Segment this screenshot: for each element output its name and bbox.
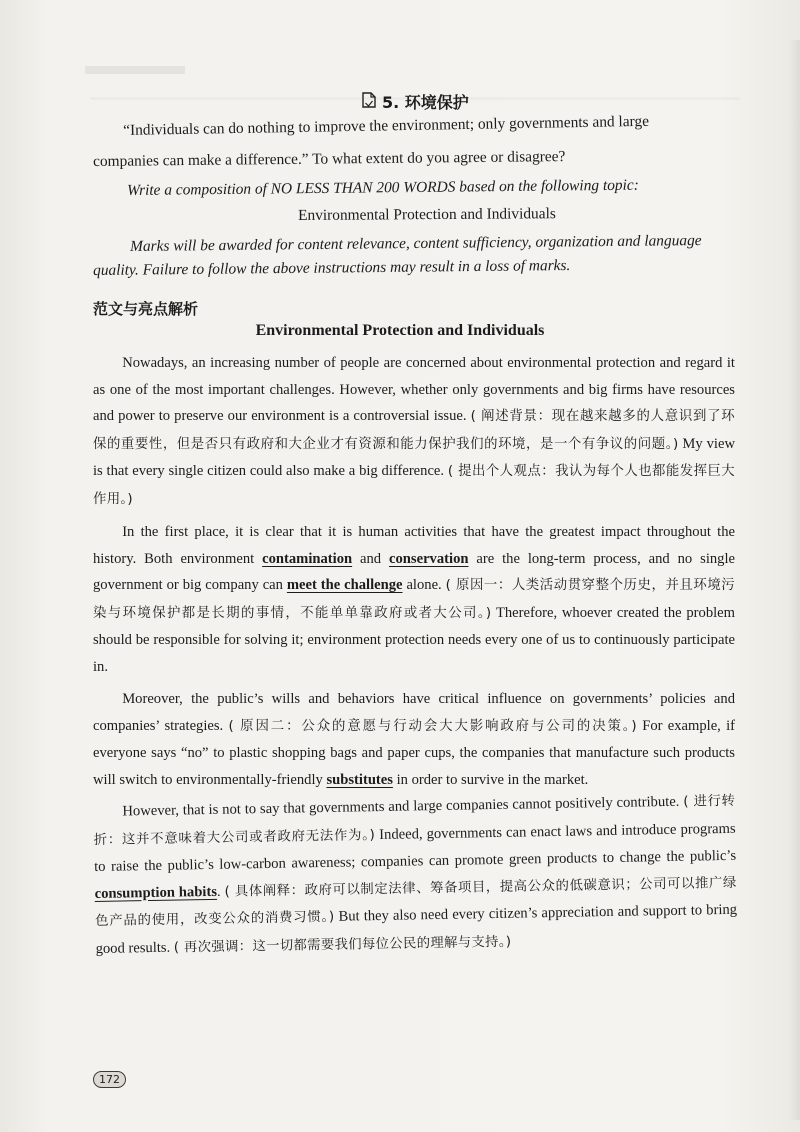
essay-text: My view is that every single citizen could also make a big difference. [93, 435, 735, 479]
section-title-text: 5. 环境保护 [382, 93, 469, 112]
bleed-through-mark [85, 66, 185, 74]
essay-text: Therefore, whoever created the problem should be responsible for solving it; environment protection needs every one of us to continuously participate in. [93, 604, 735, 675]
highlighted-phrase: meet the challenge [286, 577, 403, 593]
essay-text: In the first place, it is clear that it is human activities that have the greatest impact throughout the history. Both environment [93, 524, 735, 567]
essay-paragraph-3 [93, 686, 735, 793]
essay-text: in order to survive in the market. [392, 771, 589, 788]
highlighted-phrase: consumption habits [94, 883, 218, 902]
model-essay-heading: 范文与亮点解析 [93, 300, 199, 318]
essay-text: But they also need every citizen’s appreciation and support to bring good results. [95, 901, 738, 957]
highlighted-phrase: conservation [389, 550, 469, 567]
essay-text: . [216, 883, 225, 900]
document-icon [362, 92, 376, 112]
annotation-note: ( 阐述背景：现在越来越多的人意识到了环保的重要性，但是否只有政府和大企业才有资源和能力保护我们的环境，是一个有争议的问题。) [93, 409, 736, 452]
prompt-quote-line-2: companies can make a difference.” To what extent do you agree or disagree? [93, 148, 566, 170]
essay-text: and [352, 550, 390, 567]
page-number: 172 [93, 1071, 126, 1088]
page-edge-shadow [788, 40, 800, 1120]
essay-title: Environmental Protection and Individuals [255, 322, 545, 339]
essay-text: Nowadays, an increasing number of people are concerned about environmental protection and regard it as one of the most important challenges. However, whether only governments and big firms have resources and power to preserve our environment is a controversial issue. [93, 355, 735, 424]
prompt-topic: Environmental Protection and Individuals [298, 205, 556, 224]
essay-text: Indeed, governments can enact laws and introduce programs to raise the public’s low-carbon awareness; companies can promote green products to change the public’s [94, 820, 737, 875]
essay-text: Moreover, the public’s wills and behaviors have critical influence on governments’ policies and companies’ strategies. [93, 691, 735, 734]
highlighted-phrase: substitutes [326, 771, 393, 788]
annotation-note: ( 提出个人观点：我认为每个人也都能发挥巨大作用。) [93, 464, 735, 507]
highlighted-phrase: contamination [262, 550, 353, 567]
annotation-note: ( 原因二：公众的意愿与行动会大大影响政府与公司的决策。) [228, 718, 637, 734]
essay-body [93, 350, 738, 969]
essay-paragraph-1 [93, 350, 735, 513]
section-title [362, 90, 469, 113]
annotation-note: ( 再次强调：这一切都需要我们每位公民的理解与支持。) [173, 934, 512, 956]
annotation-note: ( 具体阐释：政府可以制定法律、筹备项目，提高公众的低碳意识；公司可以推广绿色产品的使用，改变公众的消费习惯。) [95, 875, 737, 929]
essay-paragraph-4 [93, 788, 738, 963]
essay-text: However, that is not to say that governments and large companies cannot positively contribute. [122, 793, 684, 820]
essay-paragraph-2 [93, 519, 735, 680]
essay-text: are the long-term process, and no single government or big company can [93, 550, 736, 593]
essay-text: For example, if everyone says “no” to plastic shopping bags and paper cups, the companies that manufacture such products will switch to environmentally-friendly [93, 717, 736, 788]
prompt-instruction: Write a composition of NO LESS THAN 200 WORDS based on the following topic: [127, 176, 639, 199]
annotation-note: ( 进行转折：这并不意味着大公司或者政府无法作为。) [93, 793, 736, 848]
annotation-note: ( 原因一：人类活动贯穿整个历史，并且环境污染与环境保护都是长期的事情，不能单单靠政府或者大公司。) [93, 578, 735, 621]
prompt-marks-line-2: quality. Failure to follow the above instructions may result in a loss of marks. [93, 257, 571, 279]
prompt-marks-line-1: Marks will be awarded for content relevance, content sufficiency, organization and language [130, 232, 702, 255]
prompt-quote-line-1: “Individuals can do nothing to improve the environment; only governments and large [123, 112, 650, 139]
essay-text: alone. [402, 577, 446, 593]
